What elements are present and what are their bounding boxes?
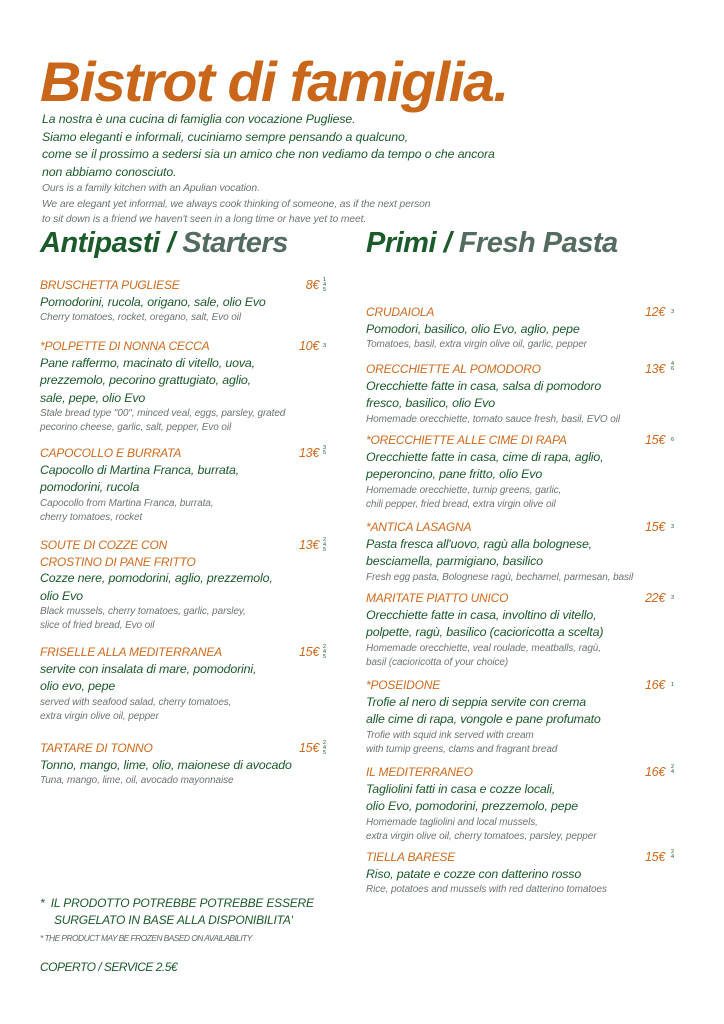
allergen-code: 2 — [323, 740, 327, 746]
allergen-codes — [671, 596, 679, 601]
menu-item-description-english: extra virgin olive oil, pepper — [40, 710, 159, 722]
allergen-code: 5 — [323, 654, 327, 661]
menu-item-price: 13€ — [645, 362, 665, 376]
intro-line: non abbiamo conosciuto. — [42, 164, 177, 179]
menu-item — [366, 432, 705, 512]
allergen-code: 3 — [323, 445, 327, 451]
menu-item — [366, 764, 705, 844]
allergen-code: 3 — [323, 343, 327, 349]
frozen-note-line: * IL PRODOTTO POTREBBE POTREBBE ESSERE — [40, 896, 314, 910]
allergen-code: 4 — [323, 542, 327, 549]
menu-item — [366, 677, 705, 757]
menu-item-description-english: Rice, potatoes and mussels with red datterino tomatoes — [366, 884, 607, 895]
menu-item-description-english: Fresh egg pasta, Bolognese ragù, bechamel, parmesan, basil — [366, 571, 634, 583]
menu-item-description-english: basil (cacioricotta of your choice) — [366, 656, 509, 668]
menu-item-price: 15€ — [645, 850, 665, 864]
section-title-italian: Primi — [366, 227, 437, 259]
menu-item-description-english: Black mussels, cherry tomatoes, garlic, parsley, — [40, 606, 246, 617]
menu-item-price: 16€ — [645, 678, 665, 692]
menu-item-description-italian: Pomodorini, rucola, origano, sale, olio Evo — [40, 294, 266, 309]
intro-line: Ours is a family kitchen with an Apulian vocation. — [42, 183, 260, 195]
menu-item — [40, 277, 359, 325]
menu-item-description-english: served with seafood salad, cherry tomatoes, — [40, 696, 232, 708]
allergen-codes — [323, 538, 331, 554]
menu-item — [366, 304, 705, 352]
intro-block — [42, 111, 562, 227]
menu-item-description-italian: pomodorini, rucola — [40, 480, 140, 494]
menu-item-description-english: Cherry tomatoes, rocket, oregano, salt, Evo oil — [40, 312, 241, 323]
frozen-note-line: SURGELATO IN BASE ALLA DISPONIBILITA' — [54, 913, 293, 927]
allergen-code: 5 — [323, 450, 327, 457]
menu-item-name: *ANTICA LASAGNA — [366, 520, 472, 534]
menu-item-description-italian: Capocollo di Martina Franca, burrata, — [40, 462, 239, 477]
allergen-code: 5 — [323, 287, 327, 294]
allergen-code: 3 — [671, 524, 675, 530]
intro-line: We are elegant yet informal, we always cook thinking of someone, as if the next person — [42, 198, 431, 210]
allergen-code: 1 — [323, 277, 327, 283]
allergen-code: 3 — [671, 595, 675, 601]
menu-item-description-italian: Pane raffermo, macinato di vitello, uova, — [40, 355, 255, 370]
menu-item-description-italian: sale, pepe, olio Evo — [40, 390, 146, 405]
menu-item-description-italian: olio Evo, pomodorini, prezzemolo, pepe — [366, 799, 578, 813]
menu-item-price: 15€ — [645, 433, 665, 447]
allergen-code: 5 — [323, 750, 327, 757]
allergen-codes — [671, 683, 679, 688]
menu-item-description-english: cherry tomatoes, rocket — [40, 511, 143, 523]
allergen-codes — [671, 310, 679, 315]
menu-item-description-italian: Orecchiette fatte in casa, salsa di pomodoro — [366, 378, 602, 393]
menu-item — [366, 519, 705, 585]
intro-italian — [42, 111, 562, 181]
menu-item-name: CAPOCOLLO E BURRATA — [40, 446, 182, 460]
menu-item-description-italian: polpette, ragù, basilico (cacioricotta a scelta) — [366, 625, 604, 639]
section-title-primi — [366, 226, 618, 260]
menu-item-price: 16€ — [645, 765, 665, 779]
menu-item-description-italian: alle cime di rapa, vongole e pane profumato — [366, 712, 601, 726]
menu-item-description-english: Tomatoes, basil, extra virgin olive oil, garlic, pepper — [366, 339, 587, 350]
menu-item-description-italian: Tonno, mango, lime, olio, maionese di avocado — [40, 757, 292, 772]
menu-item-description-italian: olio evo, pepe — [40, 679, 116, 693]
allergen-codes — [671, 850, 679, 860]
intro-line: Siamo eleganti e informali, cuciniamo sempre pensando a qualcuno, — [42, 129, 409, 144]
frozen-note-english: * THE PRODUCT MAY BE FROZEN BASED ON AVAILABILITY — [40, 933, 252, 943]
menu-item-description-english: Trofie with squid ink served with cream — [366, 729, 534, 741]
restaurant-title: Bistrot di famiglia. — [40, 50, 508, 113]
menu-item — [40, 740, 359, 788]
allergen-code: 4 — [671, 769, 675, 776]
allergen-codes — [671, 765, 679, 775]
menu-item-price: 22€ — [645, 591, 665, 605]
menu-item — [40, 644, 359, 724]
cover-charge-english: SERVICE 2.5€ — [103, 960, 178, 974]
menu-item-price: 15€ — [299, 741, 319, 755]
menu-item-description-english: pecorino cheese, garlic, salt, pepper, Evo oil — [40, 422, 232, 434]
menu-item-description-italian: prezzemolo, pecorino grattugiato, aglio, — [40, 373, 251, 387]
allergen-codes — [671, 438, 679, 443]
menu-item-name: MARITATE PIATTO UNICO — [366, 591, 509, 605]
allergen-code: 4 — [323, 282, 327, 289]
menu-item-description-italian: Tagliolini fatti in casa e cozze locali, — [366, 781, 556, 796]
menu-item-description-italian: olio Evo — [40, 588, 83, 603]
menu-item — [366, 590, 705, 670]
menu-item-description-english: Homemade orecchiette, tomato sauce fresh, basil, EVO oil — [366, 413, 620, 425]
menu-item-name: ORECCHIETTE AL POMODORO — [366, 362, 541, 376]
allergen-codes — [323, 344, 331, 349]
menu-item-name: *POLPETTE DI NONNA CECCA — [40, 339, 210, 353]
menu-item-name: *ORECCHIETTE ALLE CIME DI RAPA — [366, 433, 567, 447]
menu-item-description-english: Capocollo from Martina Franca, burrata, — [40, 497, 214, 509]
menu-item-description-italian: Pomodori, basilico, olio Evo, aglio, pepe — [366, 321, 580, 336]
menu-item-price: 13€ — [299, 538, 319, 552]
menu-item-description-italian: servite con insalata di mare, pomodorini, — [40, 661, 257, 676]
menu-item-description-english: slice of fried bread, Evo oil — [40, 620, 155, 632]
menu-item-description-english: Tuna, mango, lime, oil, avocado mayonnaise — [40, 775, 234, 786]
allergen-code: 2 — [323, 537, 327, 543]
menu-item-name: IL MEDITERRANEO — [366, 765, 473, 779]
menu-item-description-italian: fresco, basilico, olio Evo — [366, 396, 496, 410]
menu-item-description-italian: peperoncino, pane fritto, olio Evo — [366, 467, 543, 481]
intro-line: to sit down is a friend we haven't seen in a long time or have yet to meet. — [42, 213, 367, 225]
cover-charge-separator: / — [95, 960, 104, 974]
menu-item-name: CRUDAIOLA — [366, 305, 435, 319]
menu-item-description-english: with turnip greens, clams and fragrant bread — [366, 743, 558, 755]
cover-charge — [40, 960, 177, 974]
menu-item-description-italian: Trofie al nero di seppia servite con crema — [366, 694, 587, 709]
frozen-note-italian — [40, 895, 314, 929]
menu-item — [40, 338, 359, 435]
allergen-code: 2 — [671, 849, 675, 855]
section-title-english: Starters — [182, 227, 288, 259]
allergen-code: 4 — [671, 361, 675, 367]
menu-item-price: 10€ — [299, 339, 319, 353]
menu-item-description-italian: Orecchiette fatte in casa, involtino di vitello, — [366, 607, 597, 622]
menu-item-name: FRISELLE ALLA MEDITERRANEA — [40, 645, 222, 659]
cover-charge-italian: COPERTO — [40, 960, 96, 974]
menu-item-price: 8€ — [305, 278, 319, 292]
menu-item-name: SOUTE DI COZZE CON — [40, 538, 168, 552]
menu-item-description-english: chili pepper, fried bread, extra virgin olive oil — [366, 498, 556, 510]
intro-line: come se il prossimo a sedersi sia un amico che non vediamo da tempo o che ancora — [42, 147, 495, 162]
allergen-codes — [671, 362, 679, 372]
allergen-codes — [671, 525, 679, 530]
menu-item-description-english: Homemade tagliolini and local mussels, — [366, 816, 538, 828]
allergen-code: 4 — [323, 745, 327, 752]
menu-item-name: TIELLA BARESE — [366, 850, 455, 864]
menu-item-description-italian: Riso, patate e cozze con datterino rosso — [366, 866, 582, 881]
menu-item — [40, 537, 359, 633]
menu-item — [40, 445, 359, 525]
menu-item — [366, 361, 705, 427]
allergen-code: 4 — [323, 649, 327, 656]
menu-item-description-italian: Pasta fresca all'uovo, ragù alla bolognese, — [366, 536, 592, 551]
section-title-antipasti — [40, 226, 288, 260]
allergen-code: 5 — [323, 547, 327, 554]
allergen-code: 6 — [671, 366, 675, 373]
section-title-italian: Antipasti — [40, 227, 160, 259]
section-title-english: Fresh Pasta — [458, 227, 618, 259]
allergen-code: 6 — [671, 437, 675, 443]
menu-item-name: TARTARE DI TONNO — [40, 741, 153, 755]
menu-item-name: CROSTINO DI PANE FRITTO — [40, 554, 196, 569]
menu-item-description-italian: Cozze nere, pomodorini, aglio, prezzemolo, — [40, 571, 273, 585]
allergen-code: 1 — [671, 682, 675, 688]
menu-item — [366, 849, 705, 897]
menu-item-description-english: Homemade orecchiette, veal roulade, meatballs, ragù, — [366, 642, 601, 654]
allergen-codes — [323, 278, 331, 294]
intro-english — [42, 181, 562, 227]
menu-item-description-english: extra virgin olive oil, cherry tomatoes, parsley, pepper — [366, 830, 597, 842]
menu-item-price: 12€ — [645, 305, 665, 319]
menu-item-price: 15€ — [299, 645, 319, 659]
menu-item-description-english: Stale bread type "00", minced veal, eggs, parsley, grated — [40, 408, 286, 419]
menu-item-description-italian: Orecchiette fatte in casa, cime di rapa, aglio, — [366, 449, 604, 464]
allergen-codes — [323, 741, 331, 757]
intro-line: La nostra è una cucina di famiglia con vocazione Pugliese. — [42, 112, 356, 126]
menu-item-description-italian: besciamella, parmigiano, basilico — [366, 554, 543, 568]
section-title-separator: / — [436, 227, 459, 259]
allergen-code: 3 — [671, 309, 675, 315]
allergen-codes — [323, 645, 331, 661]
frozen-product-note — [40, 895, 314, 945]
allergen-code: 4 — [671, 854, 675, 861]
menu-item-price: 13€ — [299, 446, 319, 460]
section-title-separator: / — [159, 227, 183, 259]
menu-item-description-english: Homemade orecchiette, turnip greens, garlic, — [366, 484, 562, 496]
allergen-code: 2 — [323, 644, 327, 650]
menu-item-name: BRUSCHETTA PUGLIESE — [40, 278, 180, 292]
menu-item-price: 15€ — [645, 520, 665, 534]
allergen-code: 2 — [671, 764, 675, 770]
menu-item-name: *POSEIDONE — [366, 678, 441, 692]
allergen-codes — [323, 446, 331, 456]
